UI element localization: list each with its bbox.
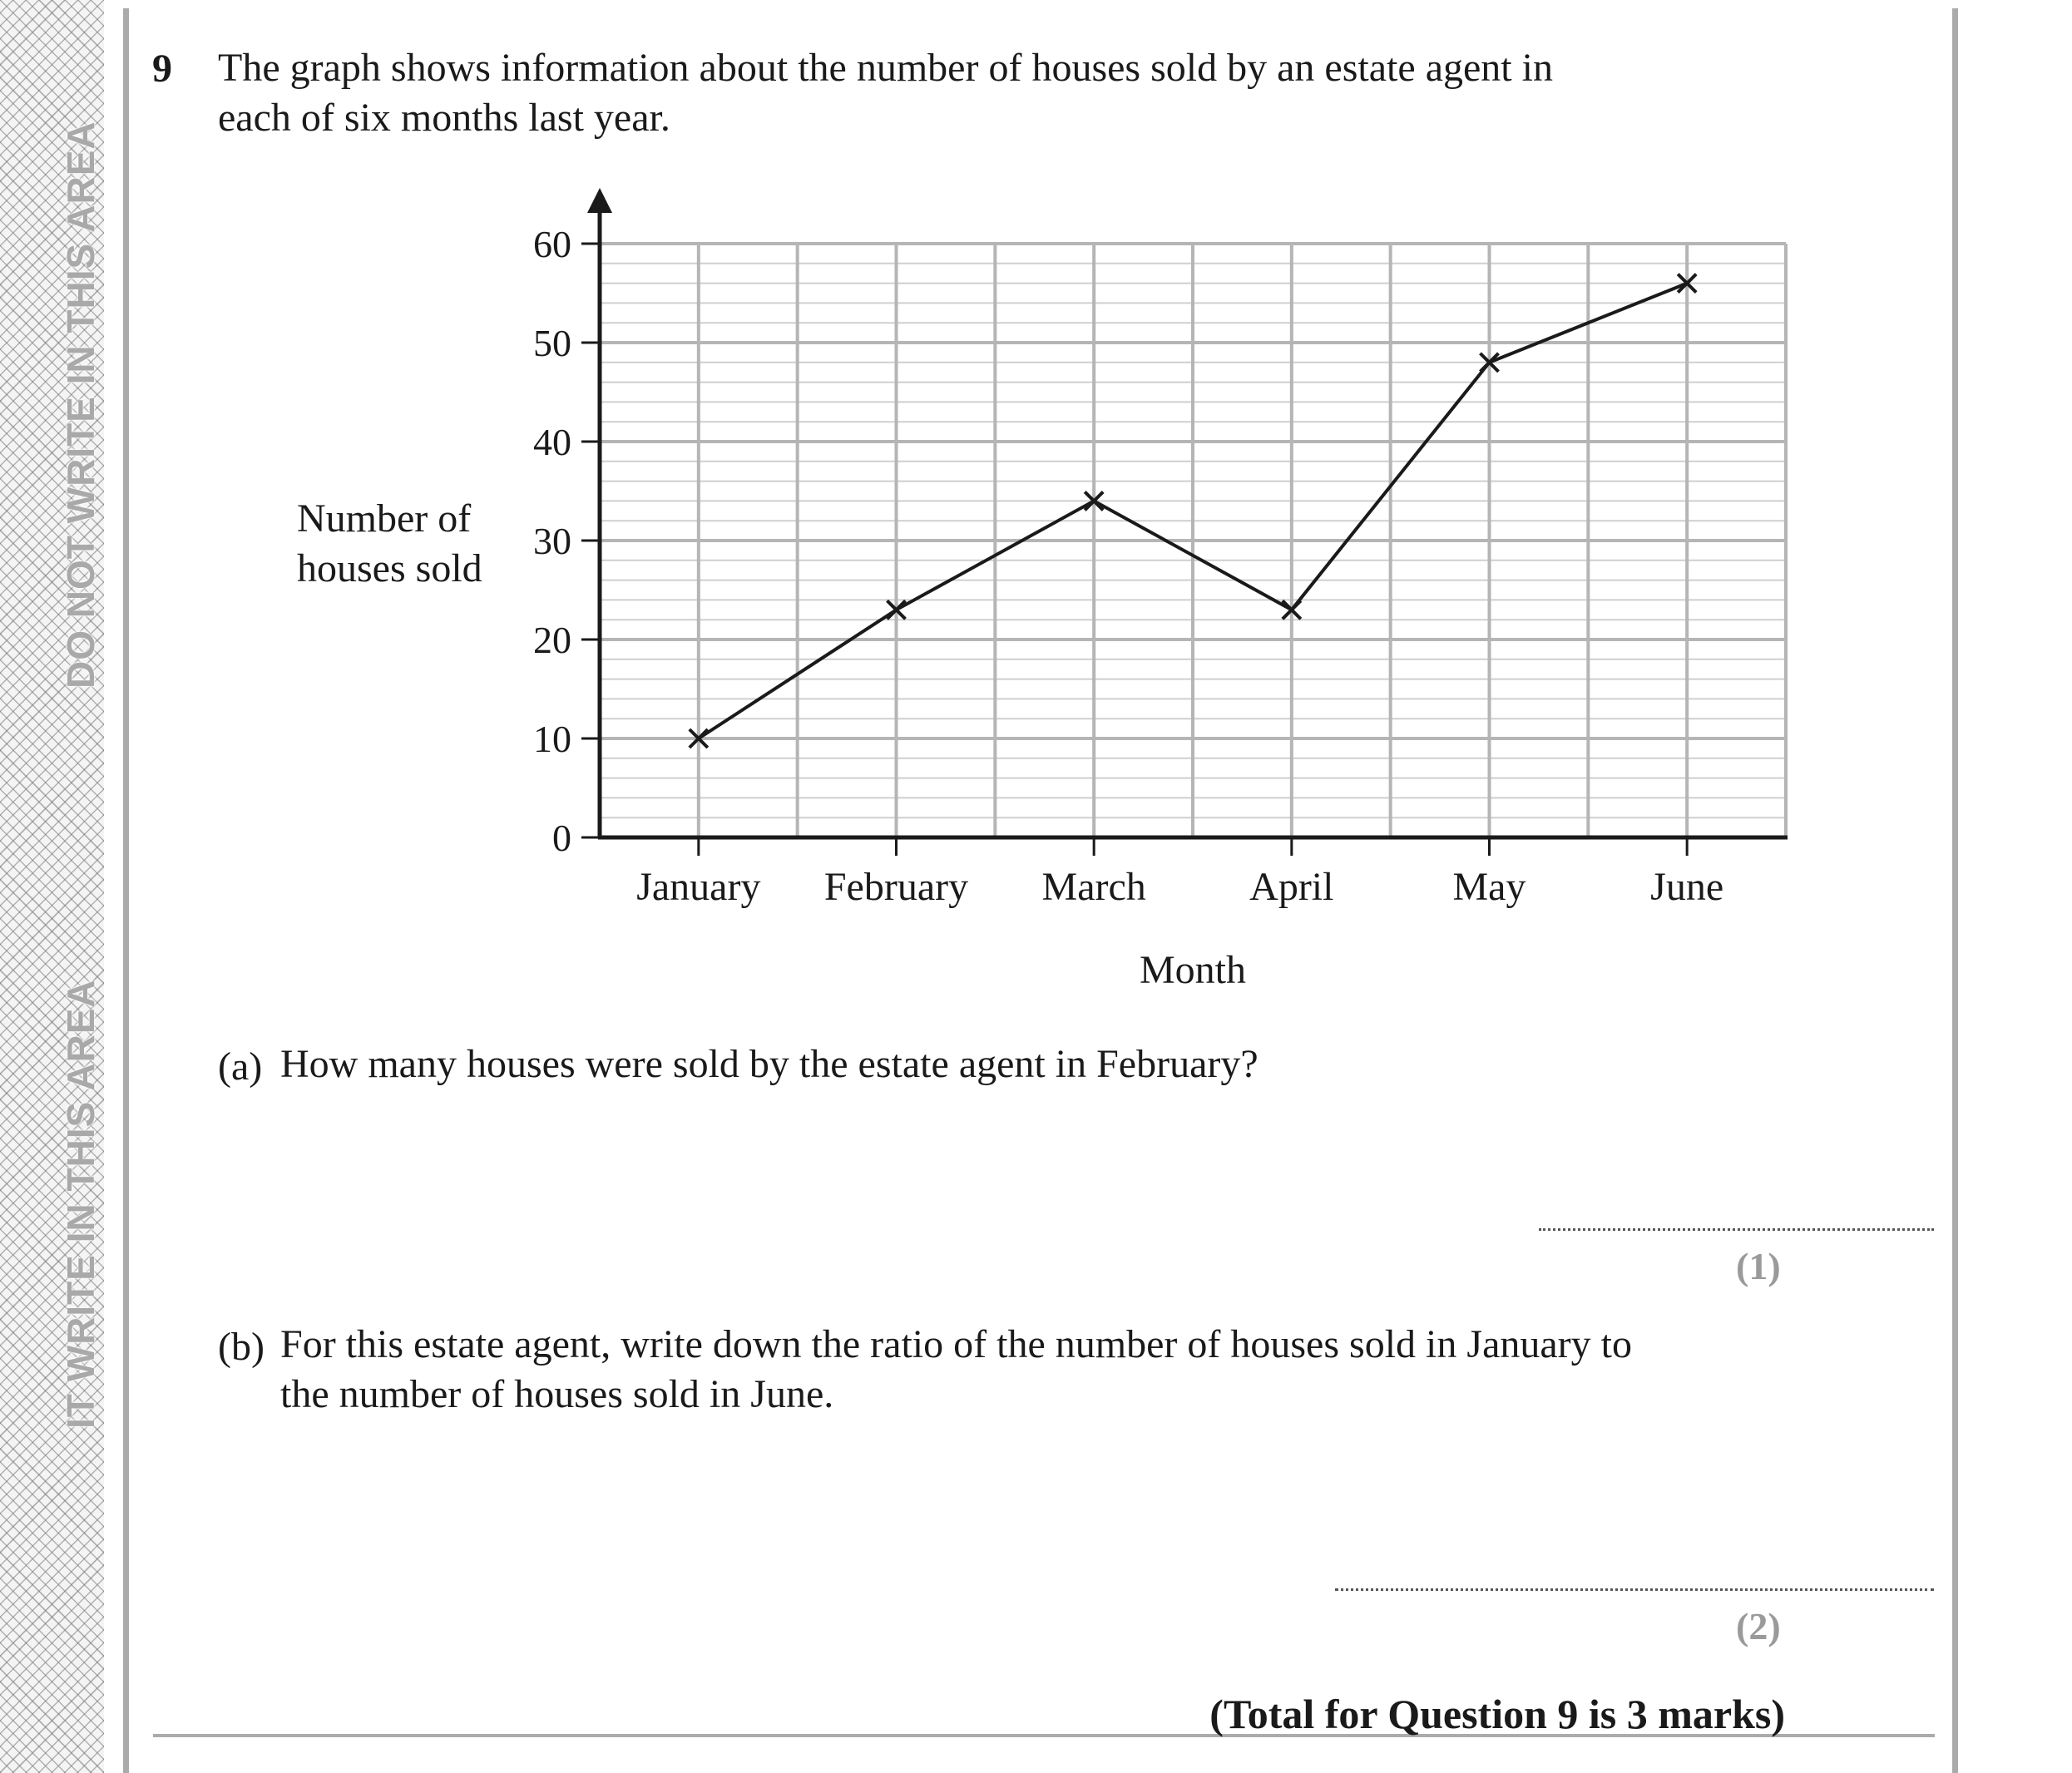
part-b-question — [280, 1320, 1632, 1420]
grid-major-lines — [600, 244, 1786, 837]
part-b-label: (b) — [218, 1325, 265, 1369]
margin-warning-lower: IT WRITE IN THIS AREA — [59, 979, 102, 1429]
x-tick-label: March — [1041, 865, 1146, 909]
y-tick-label: 30 — [533, 520, 571, 562]
part-b-line-2: the number of houses sold in June. — [280, 1372, 834, 1416]
part-a-label: (a) — [218, 1045, 263, 1089]
x-axis-title: Month — [1139, 948, 1247, 992]
x-tick-label: April — [1249, 865, 1334, 909]
x-tick-label: June — [1650, 865, 1724, 909]
x-tick-label: February — [823, 865, 969, 909]
part-a-marks: (1) — [1736, 1245, 1781, 1287]
question-total: (Total for Question 9 is 3 marks) — [1209, 1691, 1785, 1737]
tick-labels — [533, 223, 1723, 992]
intro-line-2: each of six months last year. — [218, 96, 670, 140]
part-a-question: How many houses were sold by the estate agent in February? — [280, 1042, 1259, 1086]
x-tick-label: January — [636, 865, 761, 909]
part-b-answer-line[interactable] — [1335, 1588, 1934, 1591]
part-b-marks: (2) — [1736, 1605, 1781, 1647]
y-tick-label: 10 — [533, 718, 571, 760]
y-tick-label: 40 — [533, 421, 571, 463]
y-tick-label: 60 — [533, 223, 571, 265]
y-axis-label-line-2: houses sold — [297, 546, 482, 590]
margin-warning-upper: DO NOT WRITE IN THIS AREA — [59, 121, 102, 689]
y-tick-label: 50 — [533, 322, 571, 364]
y-axis-label-line-1: Number of — [297, 496, 472, 541]
part-a-answer-line[interactable] — [1539, 1228, 1934, 1231]
intro-line-1: The graph shows information about the number of houses sold by an estate agent in — [218, 46, 1553, 90]
x-tick-label: May — [1452, 865, 1526, 909]
part-b-line-1: For this estate agent, write down the ratio of the number of houses sold in January to — [280, 1322, 1632, 1366]
y-tick-label: 0 — [552, 817, 571, 859]
y-tick-label: 20 — [533, 619, 571, 661]
y-axis-arrowhead — [587, 188, 612, 213]
question-number: 9 — [152, 47, 172, 91]
axis-ticks — [581, 244, 1687, 856]
